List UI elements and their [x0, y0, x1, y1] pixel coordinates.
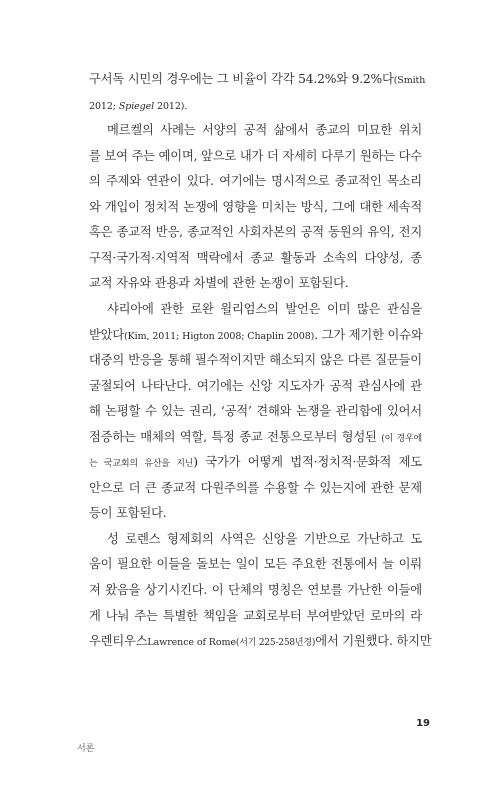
text-run: 대중의 반응을 통해 필수적이지만 해소되지 않은 다른 질문들이	[89, 353, 422, 368]
text-run: 점증하는 매체의 역할, 특정 종교 전통으로부터 형성된	[89, 429, 382, 444]
text-line	[89, 350, 422, 370]
text-run: 게 나눠 주는 특별한 책임을 교회로부터 부여받았던 로마의 라	[89, 608, 422, 623]
text-run: 의 주제와 연관이 있다. 여기에는 명시적으로 종교적인 목소리	[89, 174, 422, 189]
running-head: 서론	[77, 744, 95, 754]
text-run: 등이 포함된다.	[89, 506, 167, 521]
text-run: 메르켈의 사례는 서양의 공적 삶에서 종교의 미묘한 위치	[107, 123, 422, 138]
text-run: Spiegel	[118, 100, 155, 112]
text-line	[89, 580, 422, 600]
text-line	[89, 631, 432, 651]
text-run: 에서 기원했다. 하지만	[315, 634, 432, 649]
text-run: ) 국가가 어떻게 법적·정치적·문화적 제도	[193, 455, 422, 470]
text-run: 져 왔음을 상기시킨다. 이 단체의 명칭은 연보를 가난한 이들에	[89, 583, 422, 597]
text-line	[89, 606, 422, 626]
text-run: 해 논평할 수 있는 권리, ‘공적’ 견해와 논쟁을 관리함에 있어서	[89, 404, 422, 419]
text-line	[89, 299, 422, 319]
text-run: (서기 225-258년경)	[235, 638, 316, 649]
text-line	[89, 554, 422, 574]
text-line	[89, 427, 422, 447]
text-line	[89, 146, 422, 166]
text-run: 샤리아에 관한 로완 윌리엄스의 발언은 이미 많은 관심을	[107, 301, 422, 316]
text-run: (Kim, 2011; Higton 2008; Chaplin 2008)	[124, 330, 315, 342]
text-run: 를 보여 주는 예이며, 앞으로 내가 더 자세히 다루기 원하는 다수	[89, 148, 422, 163]
text-line	[89, 401, 422, 421]
text-run: 구적·국가적·지역적 맥락에서 종교 활동과 소속의 다양성, 종	[89, 250, 422, 265]
text-run: 받았다	[89, 327, 125, 342]
text-run: 성 로렌스 형제회의 사역은 신앙을 기반으로 가난하고 도	[107, 531, 422, 546]
text-line	[89, 69, 426, 89]
text-line	[89, 120, 422, 140]
text-run: . 그가 제기한 이슈와	[314, 327, 423, 342]
text-run: 2012).	[154, 100, 188, 112]
text-run: 2012;	[89, 100, 119, 112]
text-run: 굴절되어 나타난다. 여기에는 신앙 지도자가 공적 관심사에 관	[89, 378, 422, 393]
text-run: 움이 필요한 이들을 돌보는 일이 모든 주요한 전통에서 늘 이뤄	[89, 557, 422, 572]
text-run: 는 국교회의 유산을 지닌	[89, 459, 194, 470]
text-line	[89, 503, 422, 523]
text-run: 혹은 종교적 반응, 종교적인 사회자본의 공적 동원의 유익, 전지	[89, 225, 422, 240]
text-line	[89, 529, 422, 549]
text-run: (이 경우에	[381, 433, 423, 444]
text-line	[89, 452, 422, 472]
text-line	[89, 95, 422, 115]
text-run: (Smith	[393, 75, 426, 86]
text-run: 와 개입이 정치적 논쟁에 영향을 미치는 방식, 그에 대한 세속적	[89, 199, 422, 214]
text-line	[89, 171, 422, 191]
text-line	[89, 273, 422, 293]
text-line	[89, 478, 422, 498]
text-run: Lawrence of Rome	[147, 637, 236, 649]
text-line	[89, 197, 422, 217]
text-line	[89, 376, 422, 396]
text-run: 안으로 더 큰 종교적 다원주의를 수용할 수 있는지에 관한 문제	[89, 480, 422, 495]
text-run: 우렌티우스	[89, 634, 148, 649]
text-line	[89, 248, 422, 268]
text-run: 교적 자유와 관용과 차별에 관한 논쟁이 포함된다.	[89, 276, 349, 291]
page-number: 19	[416, 718, 430, 729]
text-run: 구서독 시민의 경우에는 그 비율이 각각 54.2%와 9.2%다	[89, 72, 394, 86]
text-line	[89, 325, 422, 345]
text-line	[89, 222, 422, 242]
